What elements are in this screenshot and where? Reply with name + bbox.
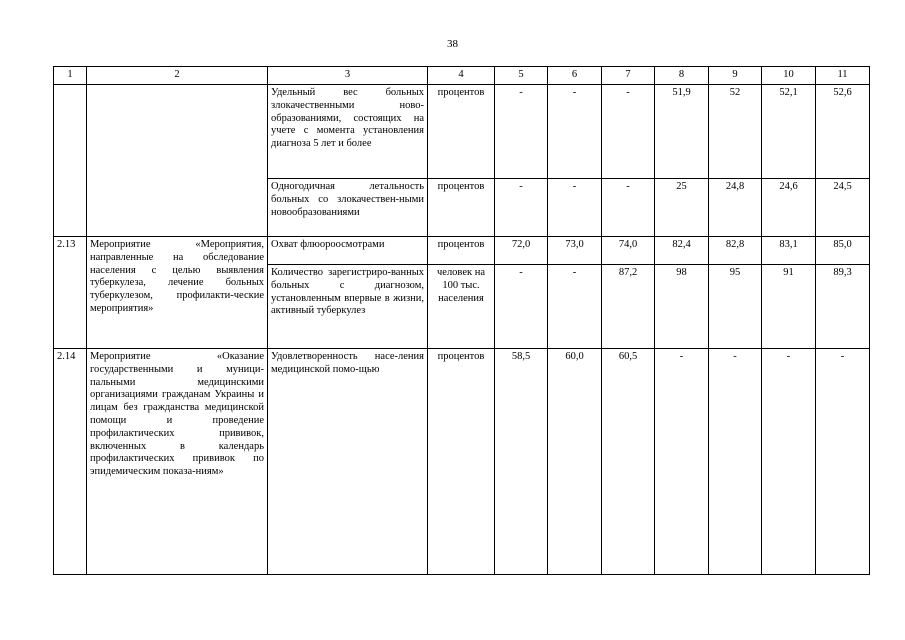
measure-cell bbox=[87, 85, 268, 237]
value-cell: 52,6 bbox=[816, 85, 870, 179]
value-cell: 82,4 bbox=[655, 237, 709, 265]
value-cell: 24,8 bbox=[709, 179, 762, 237]
measure-cell: Мероприятие «Оказание государственными и муници-пальными медицинскими организациями гражданам Украины и лицам без гражданства медицинской помощи и проведение профилактических прививок, включенных в календарь профилактических прививок по эпидемическим показа-ниям» bbox=[87, 349, 268, 575]
value-cell: 85,0 bbox=[816, 237, 870, 265]
row-number-cell bbox=[54, 85, 87, 237]
header-cell: 11 bbox=[816, 67, 870, 85]
value-cell: - bbox=[602, 85, 655, 179]
header-cell: 3 bbox=[268, 67, 428, 85]
header-cell: 10 bbox=[762, 67, 816, 85]
value-cell: 60,5 bbox=[602, 349, 655, 575]
value-cell: - bbox=[495, 265, 548, 349]
indicator-name-cell: Одногодичная летальность больных со злокачествен-ными новообразованиями bbox=[268, 179, 428, 237]
value-cell: 60,0 bbox=[548, 349, 602, 575]
value-cell: 74,0 bbox=[602, 237, 655, 265]
program-indicators-table bbox=[53, 66, 870, 575]
value-cell: 51,9 bbox=[655, 85, 709, 179]
unit-cell: процентов bbox=[428, 179, 495, 237]
unit-cell: процентов bbox=[428, 85, 495, 179]
value-cell: 95 bbox=[709, 265, 762, 349]
value-cell: - bbox=[548, 265, 602, 349]
table-row bbox=[54, 349, 870, 575]
header-cell: 4 bbox=[428, 67, 495, 85]
value-cell: - bbox=[655, 349, 709, 575]
header-cell: 5 bbox=[495, 67, 548, 85]
unit-cell: процентов bbox=[428, 349, 495, 575]
value-cell: - bbox=[709, 349, 762, 575]
value-cell: - bbox=[495, 85, 548, 179]
header-cell: 9 bbox=[709, 67, 762, 85]
value-cell: 73,0 bbox=[548, 237, 602, 265]
value-cell: 58,5 bbox=[495, 349, 548, 575]
header-cell: 7 bbox=[602, 67, 655, 85]
unit-cell: процентов bbox=[428, 237, 495, 265]
header-cell: 8 bbox=[655, 67, 709, 85]
value-cell: - bbox=[816, 349, 870, 575]
measure-cell: Мероприятие «Мероприятия, направленные на обследование населения с целью выявления туберкулеза, лечение больных туберкулезом, профилакти-ческие мероприятия» bbox=[87, 237, 268, 349]
header-row bbox=[54, 67, 870, 85]
row-number-cell: 2.14 bbox=[54, 349, 87, 575]
value-cell: 98 bbox=[655, 265, 709, 349]
value-cell: 82,8 bbox=[709, 237, 762, 265]
indicator-name-cell: Количество зарегистриро-ванных больных с диагнозом, установленным впервые в жизни, активный туберкулез bbox=[268, 265, 428, 349]
value-cell: 24,6 bbox=[762, 179, 816, 237]
value-cell: 72,0 bbox=[495, 237, 548, 265]
value-cell: 83,1 bbox=[762, 237, 816, 265]
value-cell: 24,5 bbox=[816, 179, 870, 237]
indicator-name-cell: Удельный вес больных злокачественными ново-образованиями, состоящих на учете с момента установления диагноза 5 лет и более bbox=[268, 85, 428, 179]
value-cell: 25 bbox=[655, 179, 709, 237]
indicator-name-cell: Удовлетворенность насе-ления медицинской помо-щью bbox=[268, 349, 428, 575]
value-cell: 52,1 bbox=[762, 85, 816, 179]
table-row bbox=[54, 85, 870, 179]
header-cell: 6 bbox=[548, 67, 602, 85]
row-number-cell: 2.13 bbox=[54, 237, 87, 349]
value-cell: - bbox=[548, 85, 602, 179]
value-cell: 89,3 bbox=[816, 265, 870, 349]
value-cell: 91 bbox=[762, 265, 816, 349]
table-row bbox=[54, 237, 870, 265]
value-cell: - bbox=[602, 179, 655, 237]
value-cell: 87,2 bbox=[602, 265, 655, 349]
header-cell: 1 bbox=[54, 67, 87, 85]
value-cell: - bbox=[762, 349, 816, 575]
indicator-name-cell: Охват флюороосмотрами bbox=[268, 237, 428, 265]
value-cell: - bbox=[495, 179, 548, 237]
value-cell: - bbox=[548, 179, 602, 237]
value-cell: 52 bbox=[709, 85, 762, 179]
page-number: 38 bbox=[447, 38, 458, 50]
header-cell: 2 bbox=[87, 67, 268, 85]
unit-cell: человек на 100 тыс. населения bbox=[428, 265, 495, 349]
